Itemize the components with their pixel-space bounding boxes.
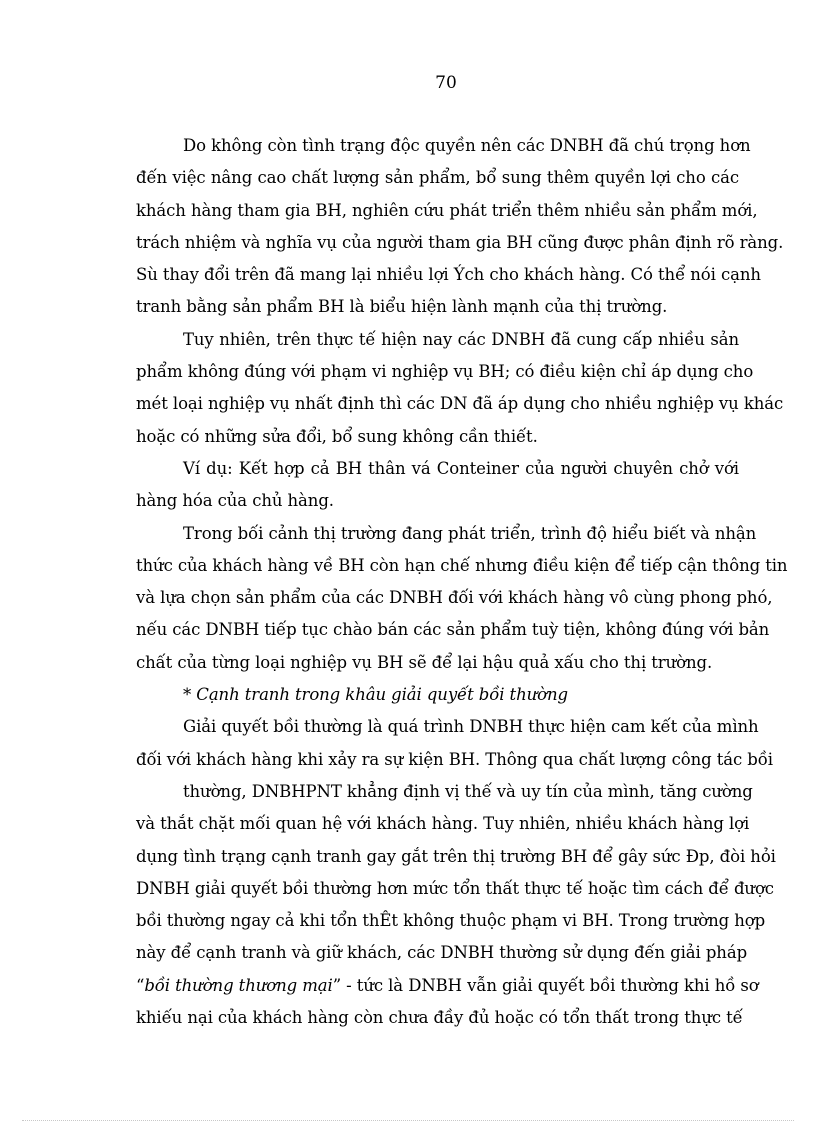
text-line: dụng tình trạng cạnh tranh gay gắt trên thị trường BH để gây sức Ðp, đòi hỏi [136, 846, 776, 866]
text-line: và lựa chọn sản phẩm của các DNBH đối với khách hàng vô cùng phong phó, [136, 588, 773, 608]
text-line: Sù thay đổi trên đã mang lại nhiều lợi Ých cho khách hàng. Có thể nói cạnh [136, 265, 761, 285]
text-line: thức của khách hàng về BH còn hạn chế nhưng điều kiện để tiếp cận thông tin [136, 555, 788, 575]
text-line: Giải quyết bồi thường là quá trình DNBH thực hiện cam kết của mình [183, 717, 759, 737]
text-line: đến việc nâng cao chất lượng sản phẩm, bổ sung thêm quyền lợi cho các [136, 168, 739, 188]
text-line: Ví dụ: Kết hợp cả BH thân vá Conteiner của người chuyên chở với [183, 458, 739, 478]
text-line: Do không còn tình trạng độc quyền nên các DNBH đã chú trọng hơn [183, 136, 751, 155]
paragraph-product-competition [136, 130, 784, 324]
document-body [136, 130, 788, 1034]
text-line: hàng hóa của chủ hàng. [136, 491, 334, 511]
text-line: đối với khách hàng khi xảy ra sự kiện BH. Thông qua chất lượng công tác bồi [136, 749, 773, 769]
paragraph-claims-settlement [136, 711, 776, 1034]
text-line: tranh bằng sản phẩm BH là biểu hiện lành mạnh của thị trường. [136, 297, 668, 317]
quote-open: “ [136, 975, 145, 995]
text-line: hoặc có những sửa đổi, bổ sung không cần thiết. [136, 426, 538, 446]
text-line: chất của từng loại nghiệp vụ BH sẽ để lại hậu quả xấu cho thị trường. [136, 652, 713, 672]
text-line: này để cạnh tranh và giữ khách, các DNBH thường sử dụng đến giải pháp [136, 943, 748, 963]
text-line: thường, DNBHPNT khẳng định vị thế và uy tín của mình, tăng cường [183, 781, 753, 801]
section-heading [136, 679, 739, 711]
text-line [136, 970, 759, 1002]
text-line: trách nhiệm và nghĩa vụ của người tham gia BH cũng được phân định rõ ràng. [136, 232, 784, 252]
text-fragment: ” - tức là DNBH vẫn giải quyết bồi thường khi hồ sơ [332, 975, 759, 995]
page-bottom-divider [22, 1120, 794, 1121]
text-line: phẩm không đúng với phạm vi nghiệp vụ BH; có điều kiện chỉ áp dụng cho [136, 362, 754, 382]
text-line: DNBH giải quyết bồi thường hơn mức tổn thất thực tế hoặc tìm cách để được [136, 878, 774, 898]
text-line: mét loại nghiệp vụ nhất định thì các DN đã áp dụng cho nhiều nghiệp vụ khác [136, 394, 784, 414]
text-line: bồi thường ngay cả khi tổn thÊt không thuộc phạm vi BH. Trong trường hợp [136, 911, 766, 931]
heading-claims-competition: * Cạnh tranh trong khâu giải quyết bồi thường [183, 685, 568, 705]
text-line: khiếu nại của khách hàng còn chưa đầy đủ hoặc có tổn thất trong thực tế [136, 1008, 743, 1028]
text-line: khách hàng tham gia BH, nghiên cứu phát triển thêm nhiều sản phẩm mới, [136, 200, 758, 220]
text-line: nếu các DNBH tiếp tục chào bán các sản phẩm tuỳ tiện, không đúng với bản [136, 620, 770, 640]
text-line: Trong bối cảnh thị trường đang phát triển, trình độ hiểu biết và nhận [183, 523, 757, 543]
paragraph-market-context [136, 518, 788, 679]
text-line: và thắt chặt mối quan hệ với khách hàng. Tuy nhiên, nhiều khách hàng lợi [136, 814, 750, 834]
page-number: 70 [435, 73, 457, 93]
commercial-compensation-term: bồi thường thương mại [144, 975, 333, 995]
paragraph-misapplied-products [136, 324, 784, 453]
paragraph-example [136, 453, 739, 518]
text-line: Tuy nhiên, trên thực tế hiện nay các DNBH đã cung cấp nhiều sản [183, 329, 739, 349]
